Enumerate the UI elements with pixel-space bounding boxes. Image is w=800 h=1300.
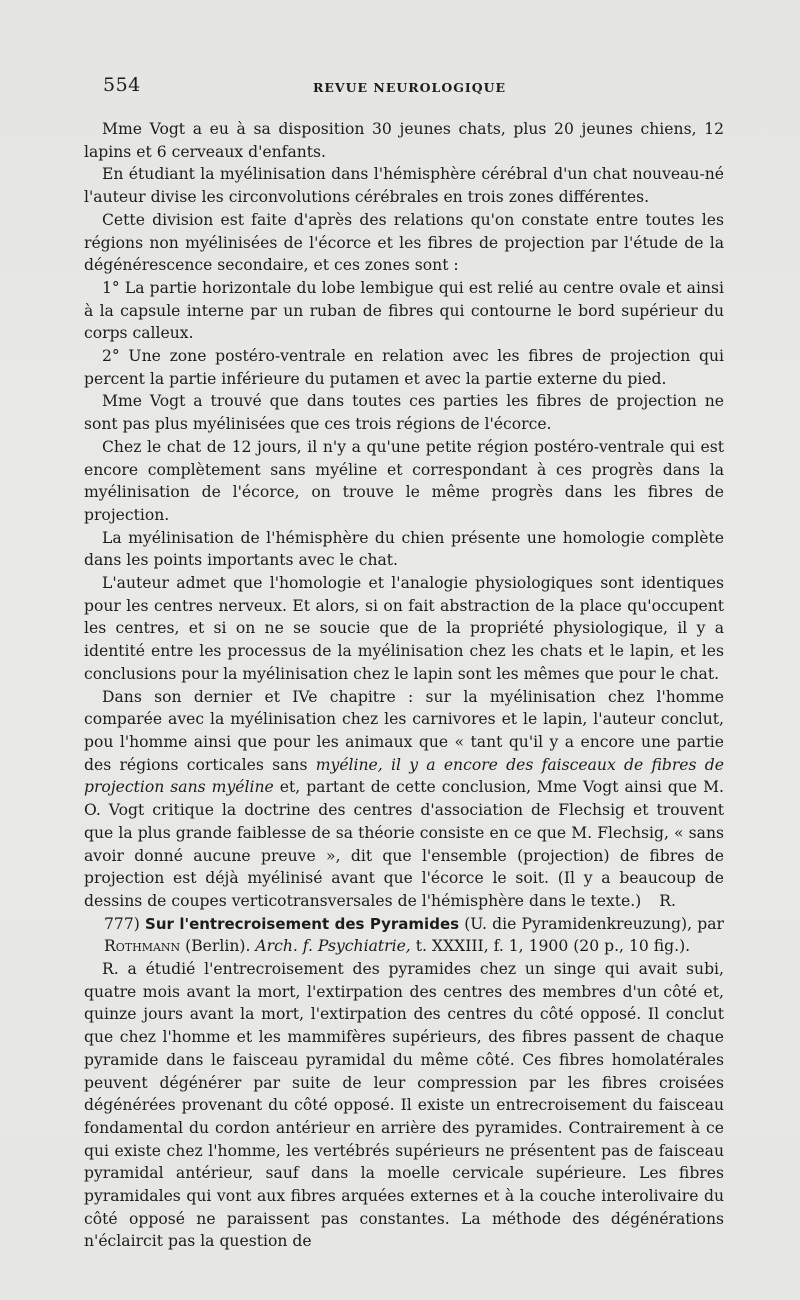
paragraph: Cette division est faite d'après des relations qu'on constate entre toutes les régions non myélinisées de l'écorce et les fibres de projection par l'étude de la dégénérescence secondaire, et ces zones sont :: [84, 210, 724, 275]
paragraph: Mme Vogt a trouvé que dans toutes ces parties les fibres de projection ne sont pas plus myélinisées que ces trois régions de l'écorce.: [84, 392, 724, 434]
paragraph: 2° Une zone postéro-ventrale en relation avec les fibres de projection qui percent la partie inférieure du putamen et avec la partie externe du pied.: [84, 347, 724, 388]
page-number: 554: [103, 74, 141, 96]
entry-number: 777): [104, 914, 140, 933]
chapter-paragraph: [84, 686, 724, 913]
article-body: [84, 118, 724, 1253]
entry-city: (Berlin).: [185, 937, 251, 956]
paragraph: 1° La partie horizontale du lobe lembigue qui est relié au centre ovale et ainsi à la capsule interne par un ruban de fibres qui contourne le bord supérieur du corps calleux.: [84, 278, 724, 343]
review-signature: R.: [659, 891, 676, 910]
entry-subtitle: (U. die Pyramidenkreuzung), par: [464, 914, 724, 933]
entry-title: Sur l'entrecroisement des Pyramides: [145, 914, 460, 933]
paragraph: Mme Vogt a eu à sa disposition 30 jeunes chats, plus 20 jeunes chiens, 12 lapins et 6 cerveaux d'enfants.: [84, 120, 724, 161]
paragraph: La myélinisation de l'hémisphère du chien présente une homologie complète dans les points importants avec le chat.: [84, 528, 724, 570]
review-entry-heading: [84, 913, 724, 958]
entry-details: t. XXXIII, f. 1, 1900 (20 p., 10 fig.).: [415, 937, 691, 956]
paragraph: Chez le chat de 12 jours, il n'y a qu'une petite région postéro-ventrale qui est encore complètement sans myéline et correspondant à ces progrès dans la myélinisation de l'écorce, on trouve le même progrès dans les fibres de projection.: [84, 437, 724, 524]
paragraph: En étudiant la myélinisation dans l'hémisphère cérébral d'un chat nouveau-né l'auteur divise les circonvolutions cérébrales en trois zones différentes.: [84, 165, 724, 207]
entry-author: Rothmann: [104, 937, 181, 956]
chapter-text-italic: myéline, il y a encore des faisceaux de fibres de projection sans myéline: [84, 755, 724, 797]
page-header: [103, 74, 715, 102]
entry-body: R. a étudié l'entrecroisement des pyramides chez un singe qui avait subi, quatre mois avant la mort, l'extirpation des centres des membres d'un côté et, quinze jours avant la mort, l'extirpation des centres du côté opposé. Il conclut que chez l'homme et les mammifères supérieurs, des fibres passent de chaque pyramide dans le faisceau pyramidal du même côté. Ces fibres homolatérales peuvent dégénérer par suite de leur compression par les fibres croisées dégénérées provenant du côté opposé. Il existe un entrecroisement du faisceau fondamental du cordon antérieur en arrière des pyramides. Contrairement à ce qui existe chez l'homme, les vertébrés supérieurs ne présentent pas de faisceau pyramidal antérieur, sauf dans la moelle cervicale supérieure. Les fibres pyramidales qui vont aux fibres arquées externes et à la couche interolivaire du côté opposé ne paraissent pas constantes. La méthode des dégénérations n'éclaircit pas la question de: [84, 960, 724, 1251]
chapter-text-part1: Dans son dernier et IVe chapitre : sur la myélinisation chez l'homme comparée avec la myélinisation chez les carnivores et le lapin, l'auteur conclut, pou l'homme ainsi que pour les animaux que « tant qu'il y a encore une partie des régions corticales sans: [84, 687, 724, 774]
chapter-text-part2: et, partant de cette conclusion, Mme Vogt ainsi que M. O. Vogt critique la doctrine des centres d'association de Flechsig et trouvent que la plus grande faiblesse de sa théorie consiste en ce que M. Flechsig, « sans avoir donné aucune preuve », dit que l'ensemble (projection) de fibres de projection est déjà myélinisé avant que l'écorce le soit. (Il y a beaucoup de dessins de coupes verticotransversales de l'hémisphère dans le texte.): [84, 778, 724, 910]
entry-journal: Arch. f. Psychiatrie,: [255, 937, 411, 956]
paragraph: L'auteur admet que l'homologie et l'analogie physiologiques sont identiques pour les centres nerveux. Et alors, si on fait abstraction de la place qu'occupent les centres, et si on ne se soucie que de la propriété physiologique, il y a identité entre les processus de la myélinisation chez les chats et le lapin, et les conclusions pour la myélinisation chez le lapin sont les mêmes que pour le chat.: [84, 574, 724, 683]
running-title: REVUE NEUROLOGIQUE: [313, 80, 507, 95]
